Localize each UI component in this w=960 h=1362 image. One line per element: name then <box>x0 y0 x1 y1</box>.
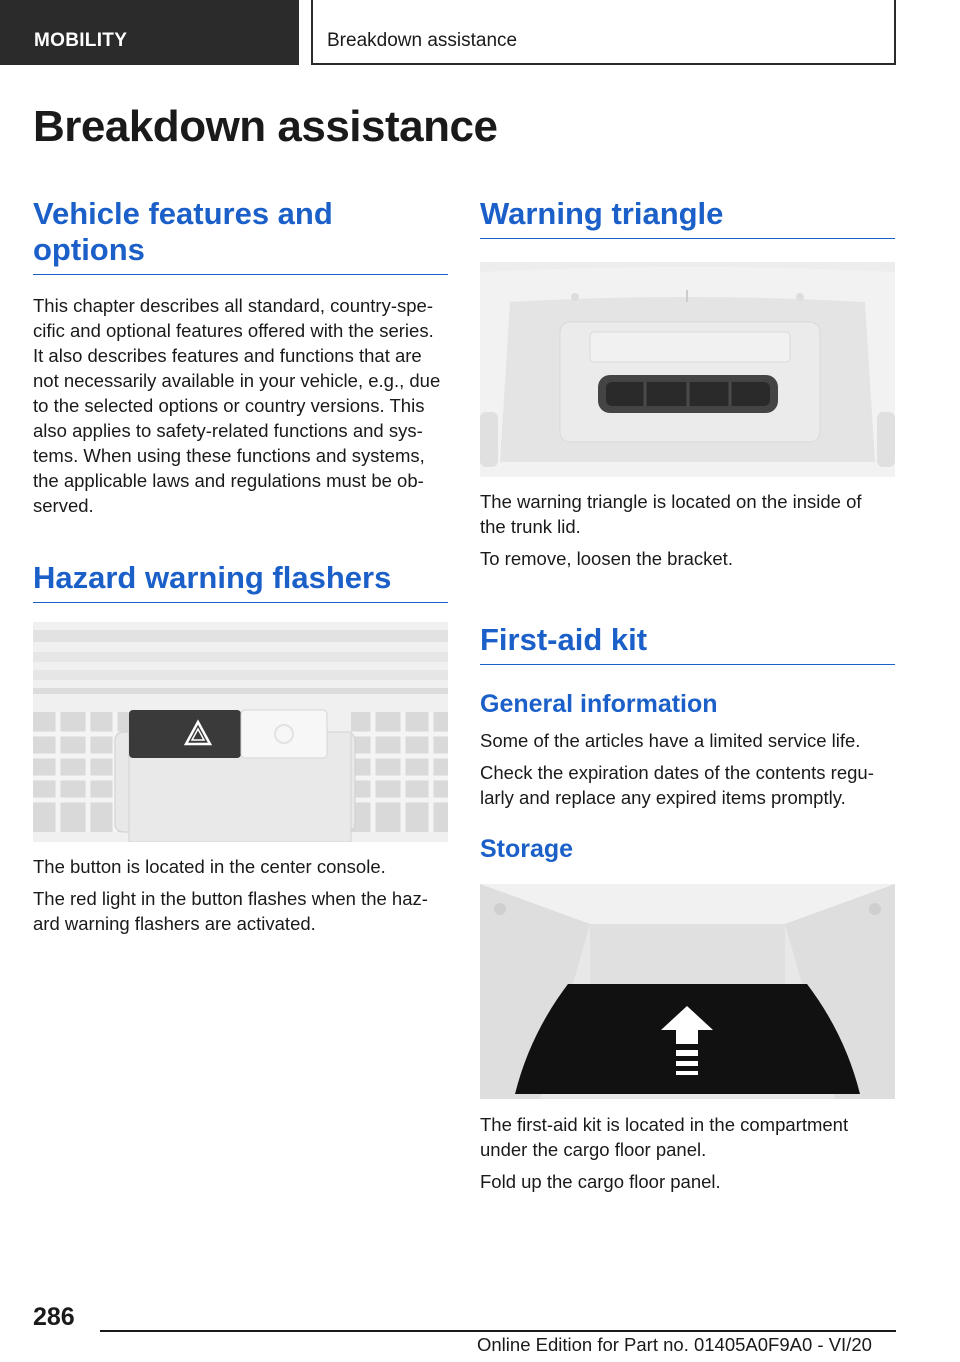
chapter-label: MOBILITY <box>34 30 128 51</box>
footer-divider <box>100 1330 896 1332</box>
cargo-floor-illustration <box>480 884 895 1099</box>
text-line: under the cargo floor panel. <box>480 1139 707 1160</box>
edition-text: Online Edition for Part no. 01405A0F9A0 - VI/20 <box>477 1334 872 1355</box>
text-line: cific and optional features offered with the series. <box>33 320 434 341</box>
expiration-text <box>480 760 895 810</box>
text-line: The first-aid kit is located in the compartment <box>480 1114 849 1135</box>
text-line: the trunk lid. <box>480 516 581 537</box>
features-paragraph <box>33 293 448 518</box>
text-line: not necessarily available in your vehicle, e.g., due <box>33 370 441 391</box>
text-line: larly and replace any expired items promptly. <box>480 787 846 808</box>
page-title: Breakdown assistance <box>33 102 498 151</box>
section-label: Breakdown assistance <box>327 30 518 51</box>
page-number: 286 <box>33 1303 75 1331</box>
hazard-location-text: The button is located in the center console. <box>33 856 386 877</box>
text-line: also applies to safety-related functions and sys- <box>33 420 423 441</box>
kit-location-text <box>480 1112 895 1162</box>
text-line: served. <box>33 495 94 516</box>
text-line: the applicable laws and regulations must be ob- <box>33 470 424 491</box>
text-line: The red light in the button flashes when the haz- <box>33 888 428 909</box>
text-line: It also describes features and functions that are <box>33 345 422 366</box>
fold-panel-text: Fold up the cargo floor panel. <box>480 1171 721 1192</box>
heading-general-information: General information <box>480 690 718 718</box>
section-tab[interactable] <box>311 0 896 65</box>
text-line: tems. When using these functions and systems, <box>33 445 425 466</box>
hazard-button-illustration <box>33 622 448 842</box>
heading-warning-triangle: Warning triangle <box>480 196 895 239</box>
hazard-light-text <box>33 886 448 936</box>
service-life-text: Some of the articles have a limited service life. <box>480 730 861 751</box>
heading-hazard-flashers: Hazard warning flashers <box>33 560 448 603</box>
text-line: This chapter describes all standard, country-spe- <box>33 295 433 316</box>
heading-first-aid-kit: First-aid kit <box>480 622 895 665</box>
chapter-tab[interactable] <box>0 0 299 65</box>
triangle-remove-text: To remove, loosen the bracket. <box>480 548 733 569</box>
text-line: to the selected options or country versions. This <box>33 395 425 416</box>
trunk-lid-illustration <box>480 262 895 477</box>
heading-storage: Storage <box>480 835 574 863</box>
text-line: Check the expiration dates of the contents regu- <box>480 762 874 783</box>
text-line: The warning triangle is located on the inside of <box>480 491 862 512</box>
text-line: ard warning flashers are activated. <box>33 913 316 934</box>
triangle-location-text <box>480 489 895 539</box>
heading-vehicle-features: Vehicle features and options <box>33 196 448 275</box>
